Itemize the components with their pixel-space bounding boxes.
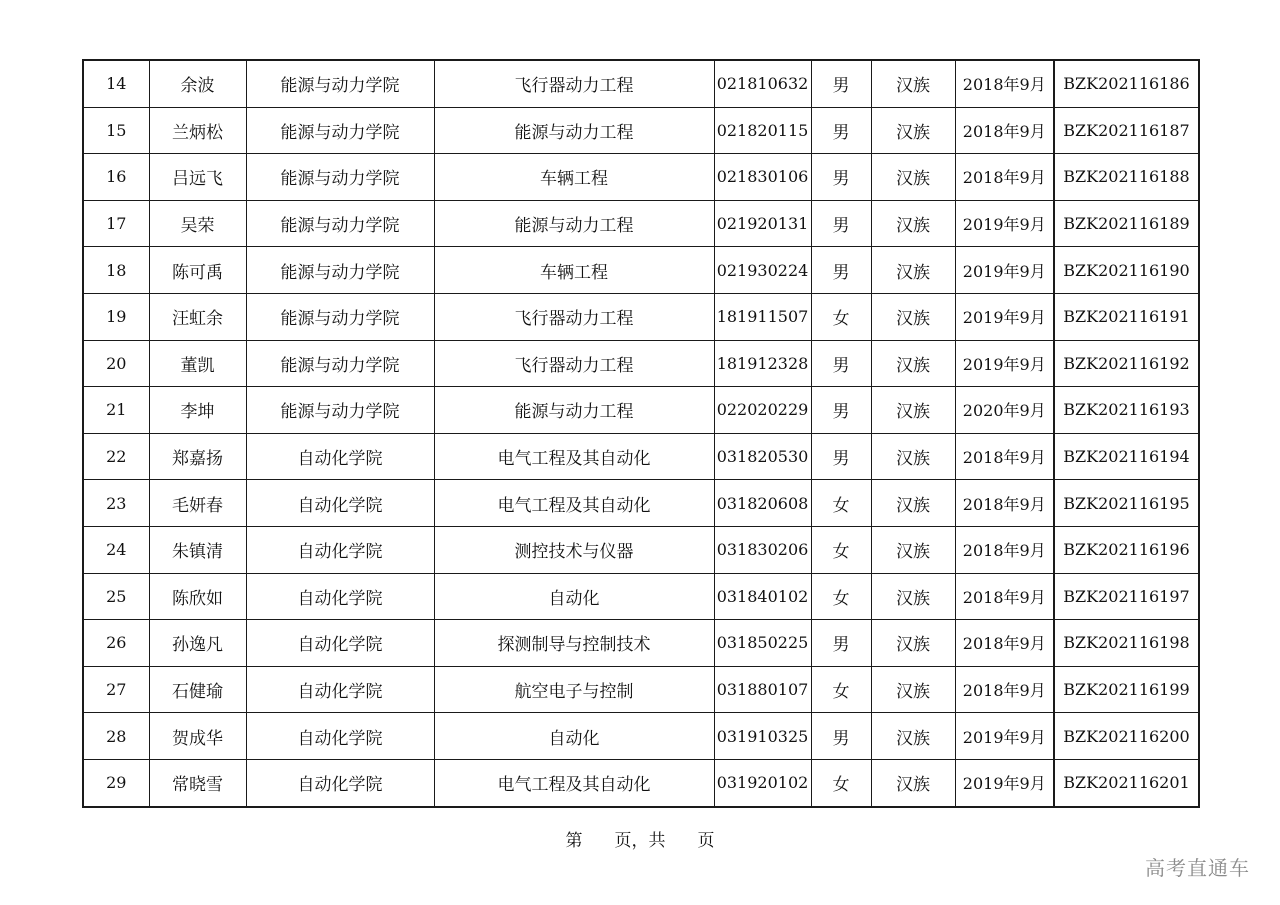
cell-gender: 女 <box>811 526 871 573</box>
table-row <box>83 107 1199 154</box>
cell-certificate-number: BZK202116190 <box>1054 247 1199 294</box>
cell-enrollment-date: 2018年9月 <box>955 526 1054 573</box>
table-row <box>83 247 1199 294</box>
cell-certificate-number: BZK202116195 <box>1054 480 1199 527</box>
cell-major: 自动化 <box>434 713 714 760</box>
cell-row-number: 25 <box>83 573 149 620</box>
table-row <box>83 200 1199 247</box>
cell-college: 能源与动力学院 <box>246 293 434 340</box>
cell-ethnicity: 汉族 <box>871 247 955 294</box>
cell-major: 自动化 <box>434 573 714 620</box>
cell-certificate-number: BZK202116188 <box>1054 154 1199 201</box>
cell-gender: 男 <box>811 200 871 247</box>
cell-row-number: 27 <box>83 666 149 713</box>
table-row <box>83 620 1199 667</box>
cell-certificate-number: BZK202116200 <box>1054 713 1199 760</box>
cell-major: 能源与动力工程 <box>434 107 714 154</box>
cell-certificate-number: BZK202116187 <box>1054 107 1199 154</box>
cell-ethnicity: 汉族 <box>871 200 955 247</box>
cell-student-name: 余波 <box>149 60 246 107</box>
cell-row-number: 24 <box>83 526 149 573</box>
cell-college: 能源与动力学院 <box>246 247 434 294</box>
cell-gender: 男 <box>811 60 871 107</box>
cell-ethnicity: 汉族 <box>871 666 955 713</box>
cell-certificate-number: BZK202116197 <box>1054 573 1199 620</box>
cell-major: 飞行器动力工程 <box>434 293 714 340</box>
cell-student-name: 吕远飞 <box>149 154 246 201</box>
cell-college: 能源与动力学院 <box>246 200 434 247</box>
cell-enrollment-date: 2018年9月 <box>955 480 1054 527</box>
cell-college: 自动化学院 <box>246 620 434 667</box>
cell-row-number: 22 <box>83 433 149 480</box>
cell-ethnicity: 汉族 <box>871 293 955 340</box>
cell-student-name: 贺成华 <box>149 713 246 760</box>
cell-student-id: 021930224 <box>714 247 811 294</box>
cell-student-id: 031830206 <box>714 526 811 573</box>
cell-student-id: 031880107 <box>714 666 811 713</box>
cell-enrollment-date: 2019年9月 <box>955 713 1054 760</box>
student-roster-table <box>82 59 1200 808</box>
cell-student-name: 李坤 <box>149 387 246 434</box>
cell-row-number: 18 <box>83 247 149 294</box>
cell-row-number: 23 <box>83 480 149 527</box>
cell-certificate-number: BZK202116192 <box>1054 340 1199 387</box>
table-row <box>83 666 1199 713</box>
cell-gender: 男 <box>811 247 871 294</box>
cell-gender: 女 <box>811 759 871 806</box>
cell-enrollment-date: 2018年9月 <box>955 60 1054 107</box>
cell-major: 飞行器动力工程 <box>434 60 714 107</box>
cell-gender: 女 <box>811 293 871 340</box>
cell-ethnicity: 汉族 <box>871 60 955 107</box>
cell-gender: 男 <box>811 340 871 387</box>
cell-certificate-number: BZK202116194 <box>1054 433 1199 480</box>
cell-enrollment-date: 2020年9月 <box>955 387 1054 434</box>
cell-college: 自动化学院 <box>246 433 434 480</box>
cell-major: 飞行器动力工程 <box>434 340 714 387</box>
cell-gender: 男 <box>811 620 871 667</box>
cell-enrollment-date: 2018年9月 <box>955 573 1054 620</box>
cell-ethnicity: 汉族 <box>871 759 955 806</box>
cell-student-name: 毛妍春 <box>149 480 246 527</box>
cell-certificate-number: BZK202116199 <box>1054 666 1199 713</box>
cell-ethnicity: 汉族 <box>871 526 955 573</box>
cell-college: 自动化学院 <box>246 573 434 620</box>
cell-gender: 男 <box>811 713 871 760</box>
cell-row-number: 21 <box>83 387 149 434</box>
cell-enrollment-date: 2019年9月 <box>955 247 1054 294</box>
table-row <box>83 573 1199 620</box>
cell-major: 航空电子与控制 <box>434 666 714 713</box>
cell-student-name: 石健瑜 <box>149 666 246 713</box>
cell-major: 电气工程及其自动化 <box>434 759 714 806</box>
cell-student-id: 181912328 <box>714 340 811 387</box>
cell-student-id: 031850225 <box>714 620 811 667</box>
cell-student-id: 031820608 <box>714 480 811 527</box>
cell-enrollment-date: 2019年9月 <box>955 200 1054 247</box>
cell-enrollment-date: 2019年9月 <box>955 759 1054 806</box>
cell-row-number: 16 <box>83 154 149 201</box>
cell-major: 探测制导与控制技术 <box>434 620 714 667</box>
cell-gender: 男 <box>811 387 871 434</box>
cell-ethnicity: 汉族 <box>871 620 955 667</box>
cell-enrollment-date: 2018年9月 <box>955 666 1054 713</box>
cell-college: 能源与动力学院 <box>246 340 434 387</box>
cell-certificate-number: BZK202116189 <box>1054 200 1199 247</box>
cell-major: 能源与动力工程 <box>434 387 714 434</box>
cell-student-id: 021830106 <box>714 154 811 201</box>
cell-row-number: 19 <box>83 293 149 340</box>
cell-student-id: 021920131 <box>714 200 811 247</box>
table-row <box>83 293 1199 340</box>
cell-student-name: 董凯 <box>149 340 246 387</box>
table-row <box>83 60 1199 107</box>
table-row <box>83 759 1199 806</box>
cell-gender: 女 <box>811 573 871 620</box>
cell-certificate-number: BZK202116186 <box>1054 60 1199 107</box>
cell-student-id: 031920102 <box>714 759 811 806</box>
table-row <box>83 340 1199 387</box>
cell-student-name: 郑嘉扬 <box>149 433 246 480</box>
cell-certificate-number: BZK202116201 <box>1054 759 1199 806</box>
cell-ethnicity: 汉族 <box>871 154 955 201</box>
cell-gender: 男 <box>811 154 871 201</box>
cell-major: 车辆工程 <box>434 247 714 294</box>
cell-student-name: 陈欣如 <box>149 573 246 620</box>
cell-student-id: 031840102 <box>714 573 811 620</box>
cell-student-name: 吴荣 <box>149 200 246 247</box>
cell-college: 自动化学院 <box>246 480 434 527</box>
cell-student-id: 181911507 <box>714 293 811 340</box>
cell-college: 能源与动力学院 <box>246 107 434 154</box>
cell-college: 能源与动力学院 <box>246 154 434 201</box>
cell-college: 自动化学院 <box>246 759 434 806</box>
cell-college: 自动化学院 <box>246 526 434 573</box>
cell-major: 电气工程及其自动化 <box>434 480 714 527</box>
cell-ethnicity: 汉族 <box>871 480 955 527</box>
cell-enrollment-date: 2018年9月 <box>955 620 1054 667</box>
cell-row-number: 28 <box>83 713 149 760</box>
footer-page-sep: 页，共 <box>614 831 666 851</box>
cell-ethnicity: 汉族 <box>871 713 955 760</box>
cell-major: 测控技术与仪器 <box>434 526 714 573</box>
cell-row-number: 26 <box>83 620 149 667</box>
table-row <box>83 713 1199 760</box>
cell-major: 电气工程及其自动化 <box>434 433 714 480</box>
cell-enrollment-date: 2019年9月 <box>955 340 1054 387</box>
cell-student-name: 孙逸凡 <box>149 620 246 667</box>
cell-ethnicity: 汉族 <box>871 573 955 620</box>
cell-certificate-number: BZK202116198 <box>1054 620 1199 667</box>
cell-student-id: 021820115 <box>714 107 811 154</box>
cell-certificate-number: BZK202116193 <box>1054 387 1199 434</box>
cell-gender: 女 <box>811 480 871 527</box>
cell-student-name: 朱镇清 <box>149 526 246 573</box>
cell-major: 能源与动力工程 <box>434 200 714 247</box>
table-row <box>83 526 1199 573</box>
cell-college: 自动化学院 <box>246 713 434 760</box>
cell-enrollment-date: 2019年9月 <box>955 293 1054 340</box>
cell-enrollment-date: 2018年9月 <box>955 107 1054 154</box>
cell-ethnicity: 汉族 <box>871 340 955 387</box>
cell-student-id: 021810632 <box>714 60 811 107</box>
footer-page-word: 第 <box>565 831 583 851</box>
table-row <box>83 154 1199 201</box>
cell-enrollment-date: 2018年9月 <box>955 154 1054 201</box>
cell-ethnicity: 汉族 <box>871 107 955 154</box>
cell-student-name: 汪虹余 <box>149 293 246 340</box>
cell-college: 能源与动力学院 <box>246 60 434 107</box>
cell-row-number: 15 <box>83 107 149 154</box>
cell-student-name: 常晓雪 <box>149 759 246 806</box>
footer-page-end: 页 <box>697 831 715 851</box>
cell-row-number: 20 <box>83 340 149 387</box>
cell-row-number: 17 <box>83 200 149 247</box>
watermark-logo-text: 高考直通车 <box>1145 856 1250 880</box>
table-row <box>83 480 1199 527</box>
page-footer <box>0 826 1280 851</box>
cell-college: 能源与动力学院 <box>246 387 434 434</box>
cell-ethnicity: 汉族 <box>871 433 955 480</box>
cell-student-id: 031820530 <box>714 433 811 480</box>
table-row <box>83 433 1199 480</box>
cell-major: 车辆工程 <box>434 154 714 201</box>
cell-row-number: 29 <box>83 759 149 806</box>
roster-body <box>83 60 1199 807</box>
cell-gender: 男 <box>811 107 871 154</box>
cell-gender: 女 <box>811 666 871 713</box>
cell-ethnicity: 汉族 <box>871 387 955 434</box>
cell-student-name: 陈可禹 <box>149 247 246 294</box>
cell-student-name: 兰炳松 <box>149 107 246 154</box>
cell-student-id: 031910325 <box>714 713 811 760</box>
cell-gender: 男 <box>811 433 871 480</box>
cell-student-id: 022020229 <box>714 387 811 434</box>
cell-certificate-number: BZK202116191 <box>1054 293 1199 340</box>
cell-enrollment-date: 2018年9月 <box>955 433 1054 480</box>
table-row <box>83 387 1199 434</box>
cell-certificate-number: BZK202116196 <box>1054 526 1199 573</box>
cell-row-number: 14 <box>83 60 149 107</box>
cell-college: 自动化学院 <box>246 666 434 713</box>
